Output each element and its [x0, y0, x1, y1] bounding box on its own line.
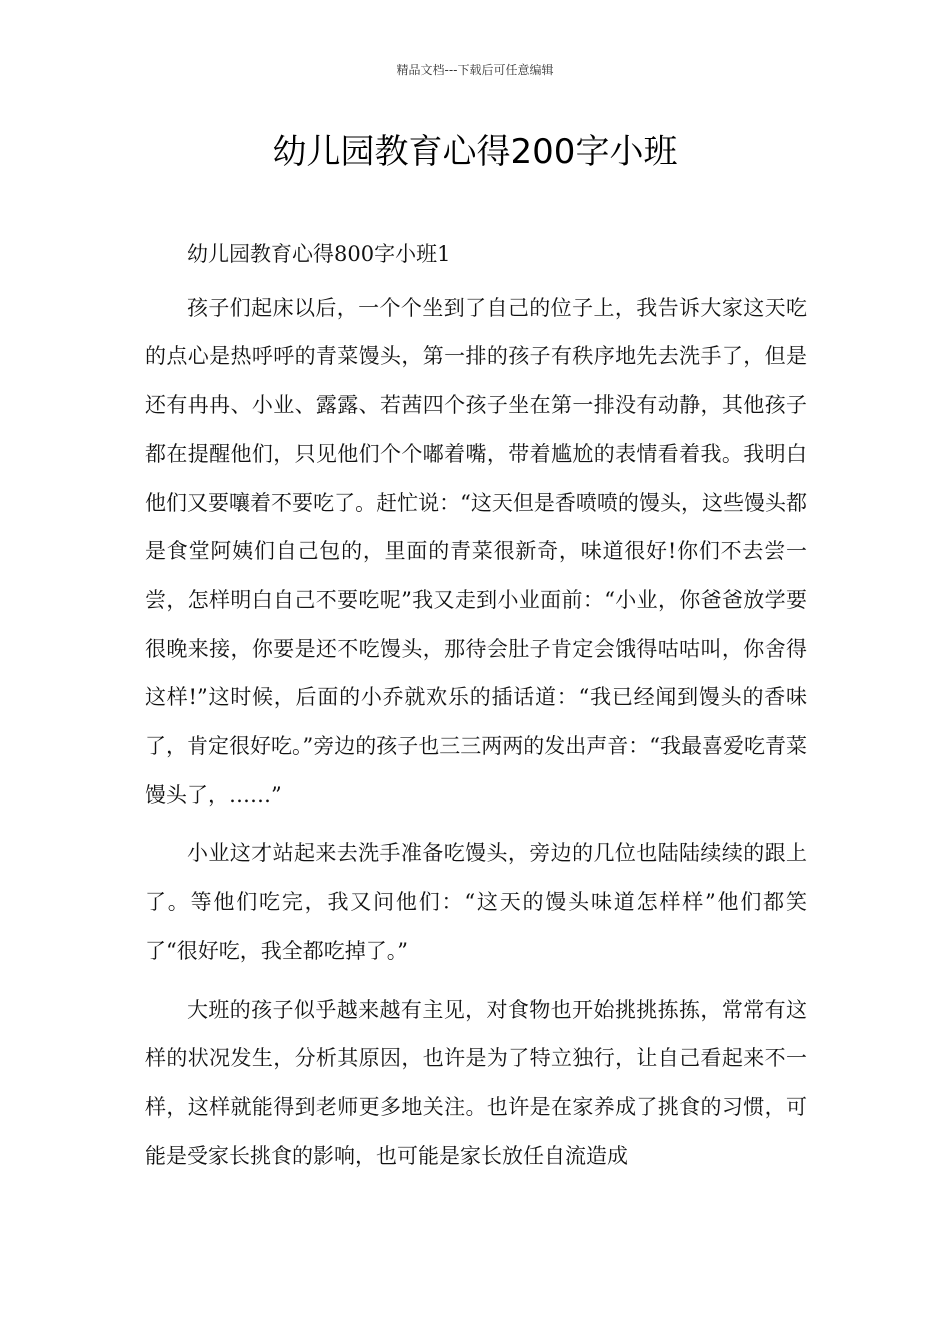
document-subtitle: 幼儿园教育心得800字小班1 [187, 242, 451, 266]
document-body [145, 230, 807, 1180]
paragraph-2: 小业这才站起来去洗手准备吃馒头，旁边的几位也陆陆续续的跟上了。等他们吃完，我又问他们：“这天的馒头味道怎样样”他们都笑了“很好吃，我全都吃掉了。” [145, 841, 807, 963]
document-title: 幼儿园教育心得200字小班 [272, 132, 678, 172]
paragraph-3: 大班的孩子似乎越来越有主见，对食物也开始挑挑拣拣，常常有这样的状况发生，分析其原因，也许是为了特立独行，让自己看起来不一样，这样就能得到老师更多地关注。也许是在家养成了挑食的习惯，可能是受家长挑食的影响，也可能是家长放任自流造成 [145, 997, 807, 1168]
header-note: 精品文档---下载后可任意编辑 [396, 63, 554, 77]
paragraph-1: 孩子们起床以后，一个个坐到了自己的位子上，我告诉大家这天吃的点心是热呼呼的青菜馒头，第一排的孩子有秩序地先去洗手了，但是还有冉冉、小业、露露、若茜四个孩子坐在第一排没有动静，其他孩子都在提醒他们，只见他们个个嘟着嘴，带着尴尬的表情看着我。我明白他们又要嚷着不要吃了。赶忙说：“这天但是香喷喷的馒头，这些馒头都是食堂阿姨们自己包的，里面的青菜很新奇，味道很好!你们不去尝一尝，怎样明白自己不要吃呢”我又走到小业面前：“小业，你爸爸放学要很晚来接，你要是还不吃馒头，那待会肚子肯定会饿得咕咕叫，你舍得这样!”这时候，后面的小乔就欢乐的插话道：“我已经闻到馒头的香味了，肯定很好吃。”旁边的孩子也三三两两的发出声音：“我最喜爱吃青菜馒头了，……” [145, 295, 807, 807]
